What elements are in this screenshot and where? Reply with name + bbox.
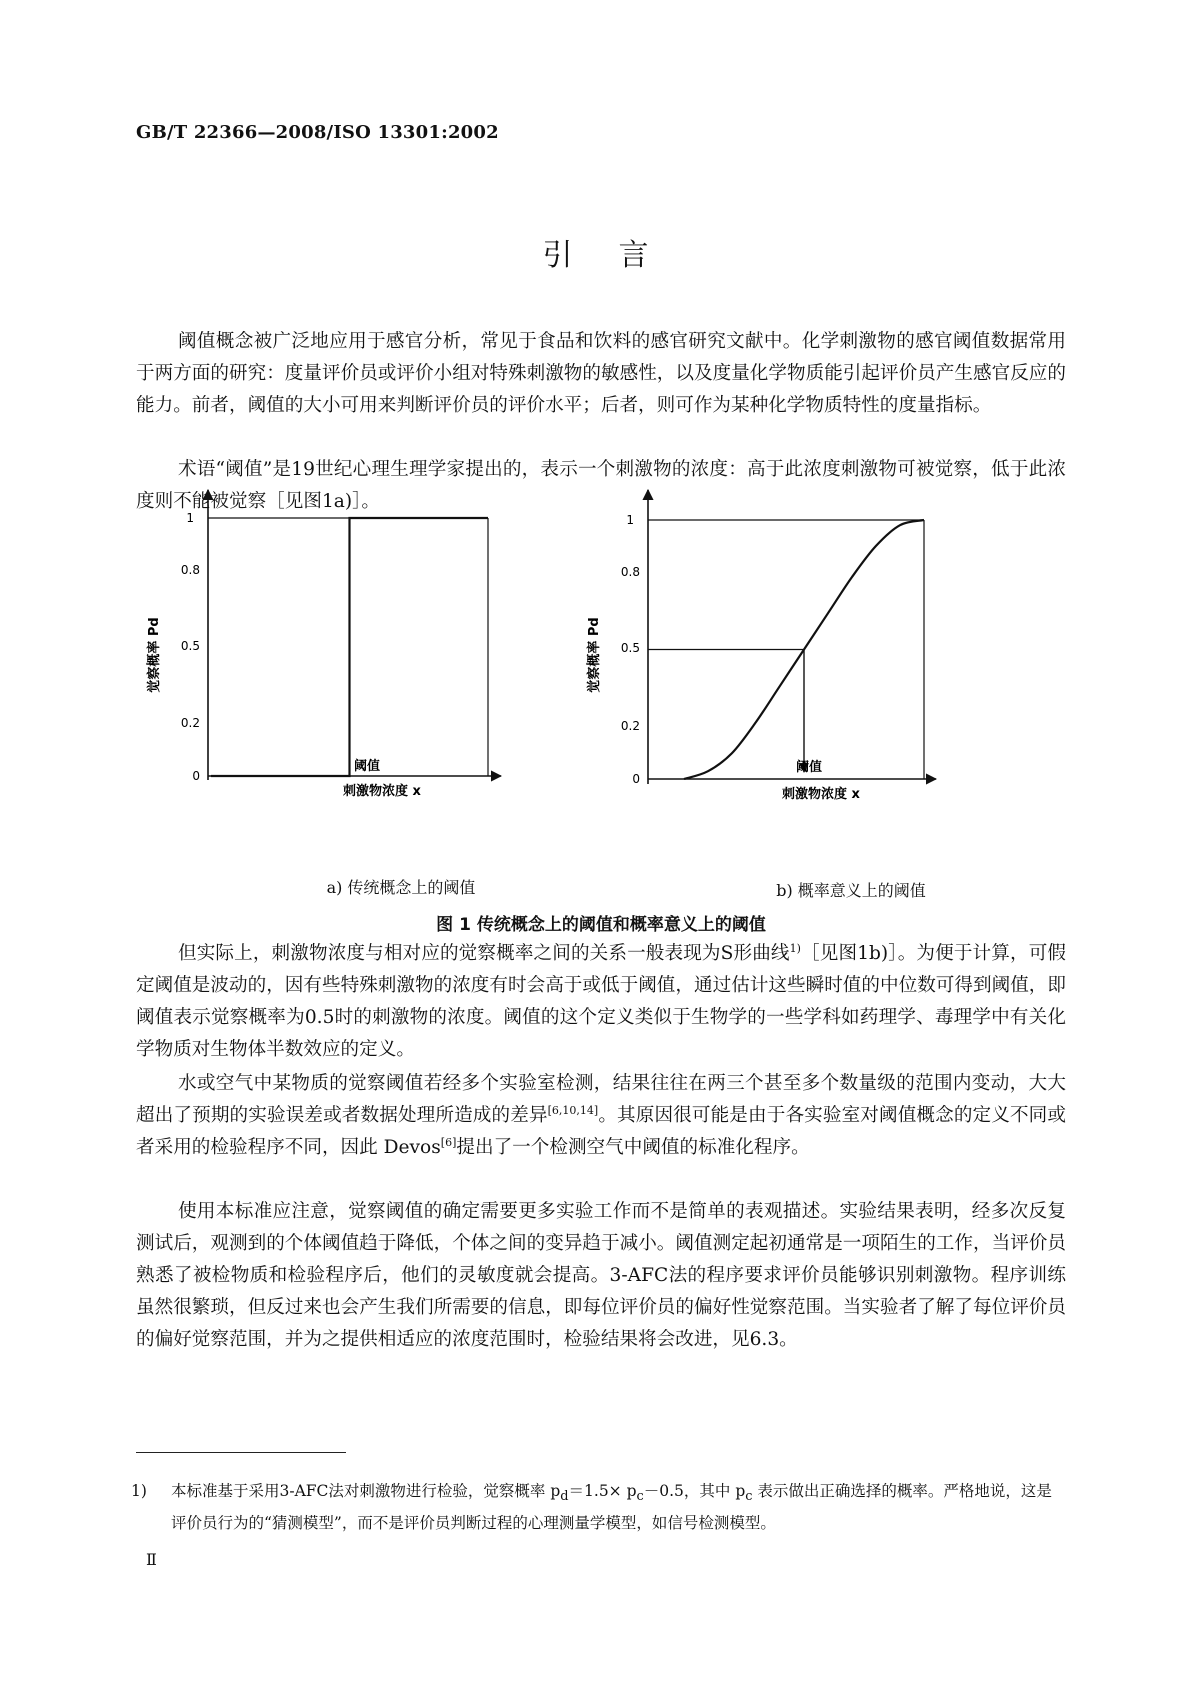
footnote-text-c: －0.5，其中 p [643,1482,746,1500]
chart-a-ytick-0: 0 [192,769,200,783]
footnote-number: 1) [131,1482,147,1500]
footnote [131,1478,1065,1537]
chart-b-ytick-0: 0 [632,772,640,786]
subcaption-a: a) 传统概念上的阈值 [326,878,476,897]
paragraph-3-text-a: 但实际上，刺激物浓度与相对应的觉察概率之间的关系一般表现为S形曲线 [178,943,790,964]
subcaption-b: b) 概率意义上的阈值 [776,881,926,900]
chart-b-ytick-1: 1 [626,513,634,527]
citation-ref-1: [6,10,14] [547,1103,599,1117]
figure-1 [136,511,1066,935]
paragraph-5: 使用本标准应注意，觉察阈值的确定需要更多实验工作而不是简单的表观描述。实验结果表明，经多次反复测试后，观测到的个体阈值趋于降低，个体之间的变异趋于减小。阈值测定起初通常是一项陌生的工作，当评价员熟悉了被检物质和检验程序后，他们的灵敏度就会提高。3-AFC法的程序要求评价员能够识别刺激物。程序训练虽然很繁琐，但反过来也会产生我们所需要的信息，即每位评价员的偏好性觉察范围。当实验者了解了每位评价员的偏好觉察范围，并为之提供相适应的浓度范围时，检验结果将会改进，见6.3。 [136,1201,1066,1350]
chart-a-ytick-0.2: 0.2 [180,716,200,730]
footnote-text-b: ＝1.5× p [568,1482,637,1500]
page-number: Ⅱ [146,1550,157,1569]
footnote-ref: 1) [789,941,801,955]
chart-a-ytick-0.5: 0.5 [180,639,200,653]
paragraph-2: 术语“阈值”是19世纪心理生理学家提出的，表示一个刺激物的浓度：高于此浓度刺激物可被觉察，低于此浓度则不能被觉察［见图1a)］。 [136,459,1066,512]
chart-a-step-line [211,518,488,776]
paragraph-3 [136,938,1066,1066]
paragraph-4 [136,1068,1066,1164]
citation-ref-2: [6] [440,1135,457,1149]
footnote-text-a: 本标准基于采用3-AFC法对刺激物进行检验，觉察概率 p [171,1482,561,1500]
figure-charts [136,511,1066,880]
standard-code-header: GB/T 22366—2008/ISO 13301:2002 [136,122,499,143]
paragraph-4-text-b: 。其原因很可能是由于各实验室对阈值概念的定义不同或者采用的检验程序不同，因此 Devos [136,1105,1066,1158]
chart-b-ytick-0.8: 0.8 [620,565,640,579]
chart-a-ytick-1: 1 [186,511,194,525]
chart-b-y-label: 觉察概率 Pd [587,617,602,693]
chart-b [586,490,936,802]
figure-caption: 图 1 传统概念上的阈值和概率意义上的阈值 [436,915,766,935]
chart-a [146,490,501,799]
chart-a-x-label: 刺激物浓度 x [343,784,421,799]
paragraph-4-text-c: 提出了一个检测空气中阈值的标准化程序。 [456,1137,810,1158]
paragraph-4-text-a: 水或空气中某物质的觉察阈值若经多个实验室检测，结果往往在两三个甚至多个数量级的范围内变动，大大超出了预期的实验误差或者数据处理所造成的差异 [136,1073,1066,1126]
footnote-sub-d: d [560,1489,569,1505]
chart-a-y-label: 觉察概率 Pd [147,617,162,693]
chart-b-threshold-label: 阈值 [796,760,823,775]
chart-a-threshold-label: 阈值 [354,759,381,774]
footnote-sub-c2: c [745,1489,753,1505]
paragraph-3-text-b: ［见图1b)］。为便于计算，可假定阈值是波动的，因有些特殊刺激物的浓度有时会高于或低于阈值，通过估计这些瞬时值的中位数可得到阈值，即阈值表示觉察概率为0.5时的刺激物的浓度。阈值的这个定义类似于生物学的一些学科如药理学、毒理学中有关化学物质对生物体半数效应的定义。 [136,943,1066,1060]
page-title: 引言 [542,238,695,273]
chart-b-ytick-0.5: 0.5 [620,641,640,655]
footnote-divider [136,1452,346,1453]
chart-b-ytick-0.2: 0.2 [620,719,640,733]
chart-a-ytick-0.8: 0.8 [180,563,200,577]
chart-b-x-label: 刺激物浓度 x [782,787,860,802]
paragraph-1: 阈值概念被广泛地应用于感官分析，常见于食品和饮料的感官研究文献中。化学刺激物的感官阈值数据常用于两方面的研究：度量评价员或评价小组对特殊刺激物的敏感性，以及度量化学物质能引起评价员产生感官反应的能力。前者，阈值的大小可用来判断评价员的评价水平；后者，则可作为某种化学物质特性的度量指标。 [136,331,1066,416]
footnote-text-d: 表示做出正确选择的概率。严格地说，这是评价员行为的“猜测模型”，而不是评价员判断过程的心理测量学模型，如信号检测模型。 [171,1482,1052,1533]
footnote-sub-c: c [636,1489,644,1505]
